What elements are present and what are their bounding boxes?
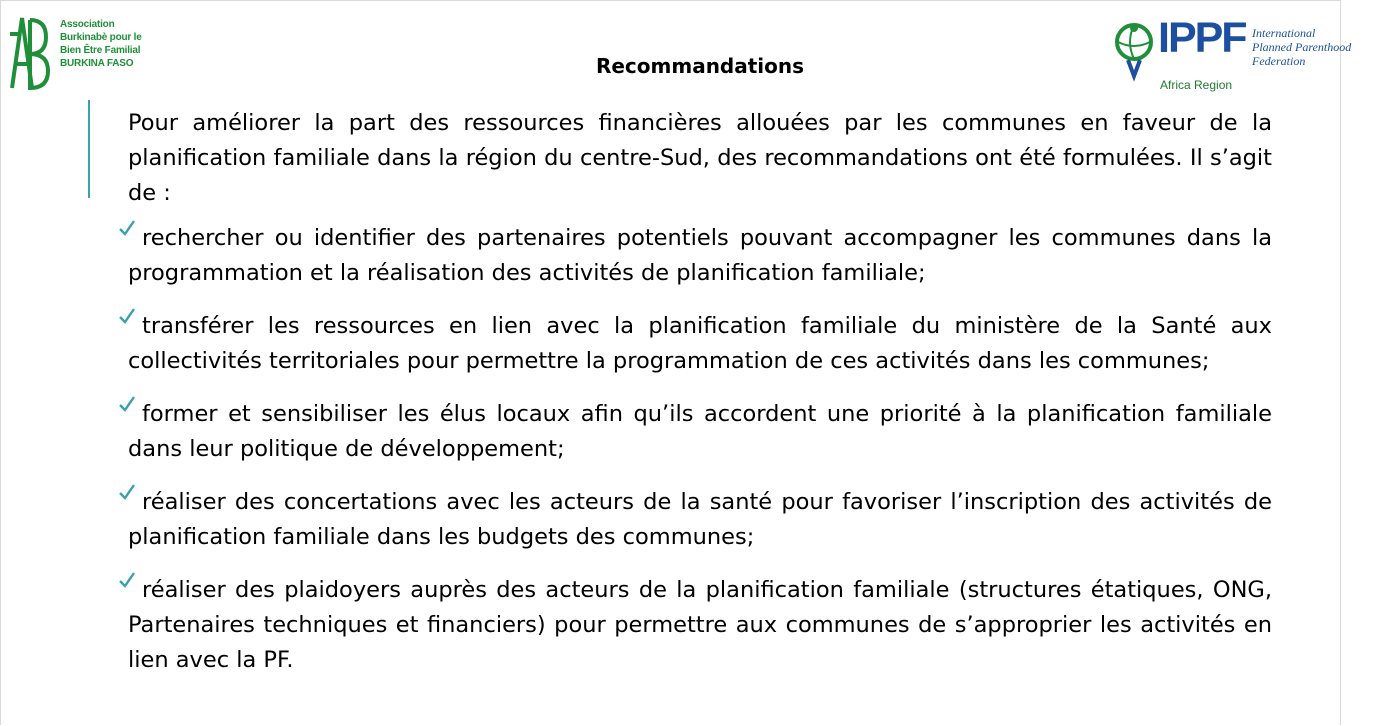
ippf-name-line: Federation <box>1252 54 1306 68</box>
ippf-name-line: Planned Parenthood <box>1252 40 1352 54</box>
checkmark-icon <box>118 571 136 589</box>
accent-bar <box>88 100 90 198</box>
recommendation-text: rechercher ou identifier des partenaires potentiels pouvant accompagner les communes dans la programmation et la réalisation des activités de planification familiale; <box>128 225 1272 286</box>
recommendation-item <box>128 397 1272 467</box>
abbef-line: Association <box>60 19 115 30</box>
checkmark-icon <box>118 395 136 413</box>
abbef-mark-icon <box>8 14 50 92</box>
abbef-line: Bien Être Familial <box>60 45 141 56</box>
ippf-region: Africa Region <box>1160 78 1233 92</box>
ippf-name-line: International <box>1252 26 1316 40</box>
recommendation-item <box>128 309 1272 379</box>
checkmark-icon <box>118 219 136 237</box>
recommendation-item <box>128 221 1272 291</box>
abbef-line: BURKINA FASO <box>60 58 134 69</box>
intro-paragraph: Pour améliorer la part des ressources financières allouées par les communes en faveur de la planification familiale dans la région du centre-Sud, des recommandations ont été formulées. Il s’agit de : <box>128 110 1272 206</box>
recommendation-text: transférer les ressources en lien avec la planification familiale du ministère de la Santé aux collectivités territoriales pour permettre la programmation de ces activités dans les communes; <box>128 313 1272 374</box>
recommendation-item <box>128 485 1272 555</box>
recommendation-text: former et sensibiliser les élus locaux afin qu’ils accordent une priorité à la planification familiale dans leur politique de développement; <box>128 401 1272 462</box>
ippf-acronym: IPPF <box>1158 14 1246 62</box>
recommendation-text: réaliser des concertations avec les acteurs de la santé pour favoriser l’inscription des activités de planification familiale dans les budgets des communes; <box>128 489 1272 550</box>
recommendation-item <box>128 573 1272 678</box>
checkmark-icon <box>118 483 136 501</box>
abbef-line: Burkinabè pour le <box>60 32 142 43</box>
recommendation-text: réaliser des plaidoyers auprès des acteurs de la planification familiale (structures étatiques, ONG, Partenaires techniques et financiers) pour permettre aux communes de s’approprier les activités en lien avec la PF. <box>128 577 1272 673</box>
slide-body <box>128 106 1272 696</box>
checkmark-icon <box>118 307 136 325</box>
slide-title: Recommandations <box>595 54 805 78</box>
